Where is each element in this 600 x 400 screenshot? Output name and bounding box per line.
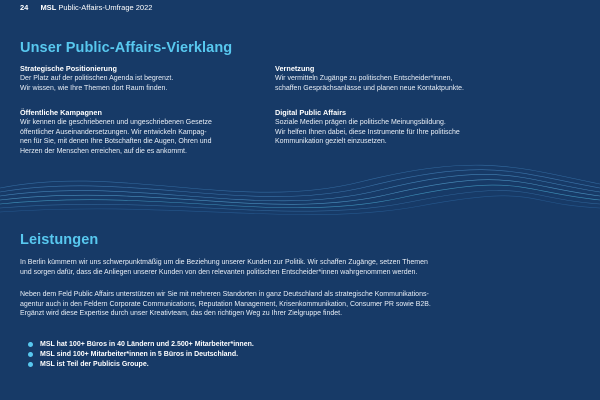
paragraph-line: und sorgen dafür, dass die Anliegen unserer Kunden von den relevanten politischen Entscheider*innen wahrgenommen werden. [20, 268, 418, 276]
bullet-dot-icon [28, 352, 33, 357]
block-networking [275, 64, 575, 93]
paragraph-standorte [20, 290, 570, 319]
page-number: 24 [20, 3, 29, 12]
block-title: Vernetzung [275, 64, 315, 73]
block-line: nen für Sie, mit denen Ihre Botschaften die Augen, Ohren und [20, 138, 212, 146]
block-title: Strategische Positionierung [20, 64, 117, 73]
list-item [28, 350, 254, 360]
paragraph-line: Ergänzt wird diese Expertise durch unser Kreativteam, das den richtigen Weg zu Ihrer Zielgruppe findet. [20, 310, 343, 318]
bullet-dot-icon [28, 362, 33, 367]
block-line: öffentlicher Auseinandersetzungen. Wir entwickeln Kampag- [20, 128, 207, 136]
block-line: Kommunikation gezielt einzusetzen. [275, 138, 387, 146]
page-header [20, 3, 152, 12]
block-line: Wir vermitteln Zugänge zu politischen Entscheider*innen, [275, 75, 453, 82]
block-line: schaffen Gesprächsanlässe und planen neue Kontaktpunkte. [275, 84, 465, 92]
bullet-dot-icon [28, 342, 33, 347]
list-item-text: MSL sind 100+ Mitarbeiter*innen in 5 Büros in Deutschland. [40, 351, 239, 358]
facts-list [28, 340, 254, 370]
paragraph-line: In Berlin kümmern wir uns schwerpunktmäßig um die Beziehung unserer Kunden zur Politik. Wir schaffen Zugänge, setzen Themen [20, 259, 428, 266]
section-title-vierklang: Unser Public-Affairs-Vierklang [20, 40, 233, 56]
paragraph-line: agentur auch in den Feldern Corporate Communications, Reputation Management, Krisenkommunikation, Consumer PR sowie B2B. [20, 300, 431, 308]
wave-decoration [0, 150, 600, 230]
block-title: Öffentliche Kampagnen [20, 108, 102, 117]
brand-name: MSL [40, 3, 57, 12]
block-line: Der Platz auf der politischen Agenda ist begrenzt. [20, 75, 174, 82]
block-line: Wir kennen die geschriebenen und ungeschriebenen Gesetze [20, 119, 212, 126]
block-line: Soziale Medien prägen die politische Meinungsbildung. [275, 119, 446, 126]
block-line: Wir helfen Ihnen dabei, diese Instrumente für Ihre politische [275, 128, 460, 136]
list-item [28, 340, 254, 350]
list-item [28, 360, 254, 370]
paragraph-line: Neben dem Feld Public Affairs unterstützen wir Sie mit mehreren Standorten in ganz Deutschland als strategische Kommunikations- [20, 291, 429, 298]
block-title: Digital Public Affairs [275, 108, 347, 117]
block-strategic-positioning [20, 64, 270, 93]
list-item-text: MSL hat 100+ Büros in 40 Ländern und 2.500+ Mitarbeiter*innen. [40, 341, 254, 348]
list-item-text: MSL ist Teil der Publicis Groupe. [40, 361, 149, 368]
section-title-leistungen: Leistungen [20, 232, 99, 248]
publication-title: Public-Affairs-Umfrage 2022 [58, 3, 153, 12]
block-line: Wir wissen, wie Ihre Themen dort Raum finden. [20, 84, 168, 92]
block-digital-public-affairs [275, 108, 575, 147]
paragraph-berlin [20, 258, 570, 277]
block-line: Herzen der Menschen erreichen, auf die es ankommt. [20, 147, 187, 155]
